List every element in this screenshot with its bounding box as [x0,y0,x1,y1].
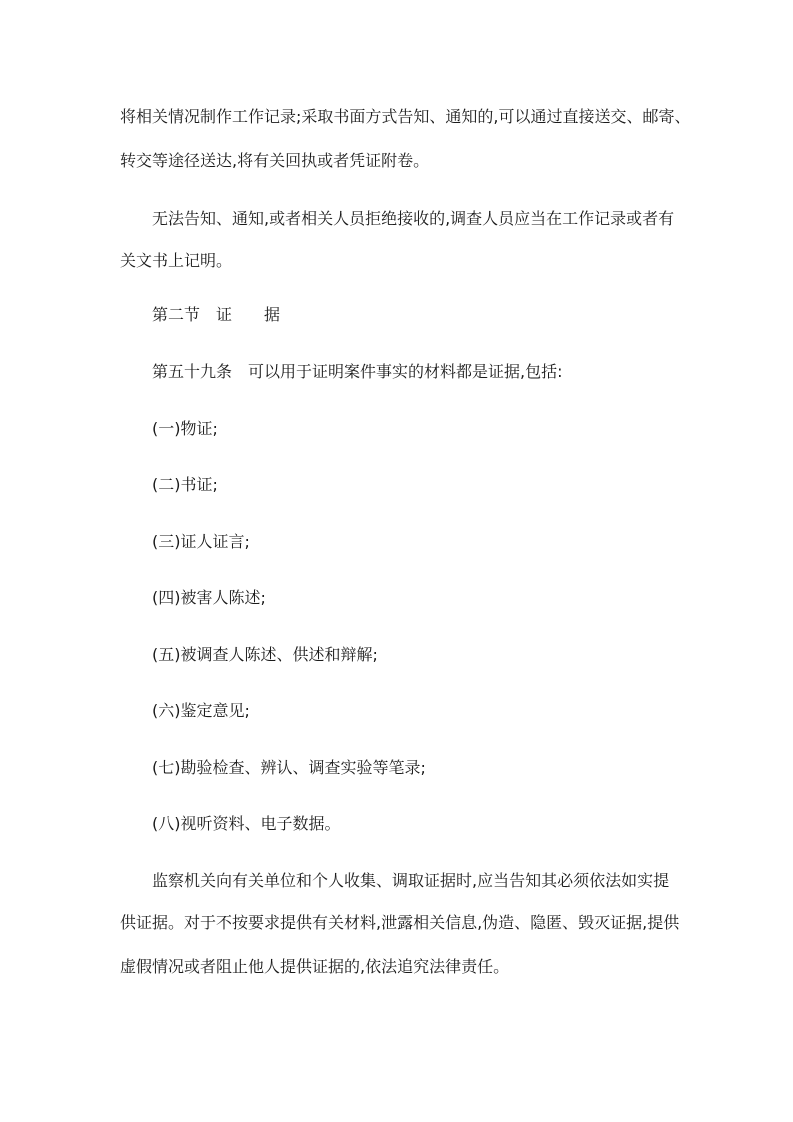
section-heading: 第二节 证 据 [152,305,281,324]
list-item: (八)视听资料、电子数据。 [152,814,341,833]
list-item: (三)证人证言; [152,532,250,551]
paragraph-line: 将相关情况制作工作记录;采取书面方式告知、通知的,可以通过直接送交、邮寄、 [120,107,691,126]
list-item: (一)物证; [152,419,218,438]
paragraph-line: 无法告知、通知,或者相关人员拒绝接收的,调查人员应当在工作记录或者有 [152,209,675,228]
list-item: (七)勘验检查、辨认、调查实验等笔录; [152,758,426,777]
list-item: (五)被调查人陈述、供述和辩解; [152,645,378,664]
paragraph-line: 关文书上记明。 [120,251,233,270]
paragraph-line: 供证据。对于不按要求提供有关材料,泄露相关信息,伪造、隐匿、毁灭证据,提供 [120,913,680,932]
list-item: (二)书证; [152,475,218,494]
paragraph-line: 监察机关向有关单位和个人收集、调取证据时,应当告知其必须依法如实提 [152,871,670,890]
article-heading: 第五十九条 可以用于证明案件事实的材料都是证据,包括: [152,362,563,381]
paragraph-line: 转交等途径送达,将有关回执或者凭证附卷。 [120,151,430,170]
paragraph-line: 虚假情况或者阻止他人提供证据的,依法追究法律责任。 [120,957,510,976]
list-item: (六)鉴定意见; [152,701,250,720]
list-item: (四)被害人陈述; [152,588,266,607]
